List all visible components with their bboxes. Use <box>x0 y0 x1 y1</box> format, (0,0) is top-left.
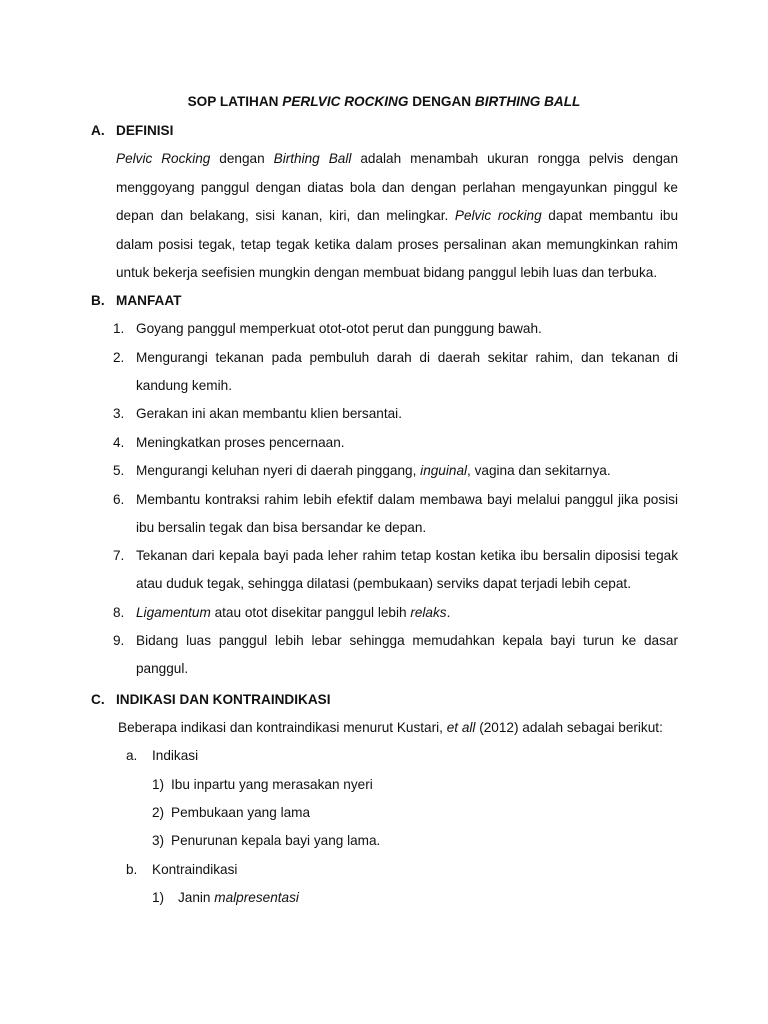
list-item <box>113 542 678 599</box>
item-text: Ibu inpartu yang merasakan nyeri <box>171 777 373 792</box>
section-title: MANFAAT <box>116 293 182 308</box>
indikasi-item <box>152 777 373 792</box>
italic-term: relaks <box>410 605 447 620</box>
list-item <box>113 627 678 684</box>
list-number: 8. <box>113 605 125 620</box>
list-text: Goyang panggul memperkuat otot-otot perut dan punggung bawah. <box>136 321 542 336</box>
section-letter: B. <box>91 293 105 308</box>
text-run: atau otot disekitar panggul lebih <box>210 605 411 620</box>
list-number: 2. <box>113 350 125 365</box>
section-c-intro <box>118 720 678 735</box>
section-a-heading <box>91 123 173 138</box>
indikasi-item <box>152 805 310 820</box>
list-item <box>113 344 678 401</box>
sub-list-marker: a. <box>126 748 138 763</box>
item-marker: 2) <box>152 805 165 820</box>
list-number: 7. <box>113 548 125 563</box>
list-item <box>113 315 678 343</box>
list-text <box>136 457 678 485</box>
sub-list-item-kontraindikasi <box>126 862 237 877</box>
item-text: Penurunan kepala bayi yang lama. <box>171 833 381 848</box>
sub-list-label: Kontraindikasi <box>152 862 238 877</box>
title-italic-part: BIRTHING BALL <box>474 94 581 109</box>
italic-term: inguinal <box>420 463 468 478</box>
section-letter: A. <box>91 123 105 138</box>
list-item <box>113 429 678 457</box>
list-text: Tekanan dari kepala bayi pada leher rahim tetap kostan ketika ibu bersalin diposisi tegak atau duduk tegak, sehingga dilatasi (pembukaan) serviks dapat terjadi lebih cepat. <box>136 548 678 592</box>
list-text: Gerakan ini akan membantu klien bersantai. <box>136 406 402 421</box>
definition-paragraph <box>116 145 678 288</box>
section-b-heading <box>91 293 181 308</box>
list-text: Membantu kontraksi rahim lebih efektif dalam membawa bayi melalui panggul jika posisi ibu bersalin tegak dan bisa bersandar ke depan. <box>136 492 678 536</box>
item-marker: 3) <box>152 833 165 848</box>
list-number: 1. <box>113 321 125 336</box>
italic-term: malpresentasi <box>214 890 299 905</box>
italic-term: Pelvic Rocking <box>116 151 211 166</box>
list-number: 9. <box>113 633 125 648</box>
list-item <box>113 486 678 543</box>
list-item <box>113 457 678 485</box>
indikasi-item <box>152 833 380 848</box>
text-run: adalah menambah ukuran rongga pelvis dengan menggoyang panggul dengan diatas bola dan dengan perlahan mengayunkan pinggul ke depan dan belakang, sisi kanan, kiri, dan melingkar. <box>116 151 678 224</box>
text-run: Beberapa indikasi dan kontraindikasi menurut Kustari, <box>118 720 447 735</box>
kontraindikasi-item <box>152 890 299 905</box>
item-text: Janin <box>178 890 215 905</box>
item-marker: 1) <box>152 777 165 792</box>
list-text: Meningkatkan proses pencernaan. <box>136 435 345 450</box>
text-run: , vagina dan sekitarnya. <box>467 463 611 478</box>
list-item <box>113 599 678 627</box>
section-title: DEFINISI <box>116 123 174 138</box>
section-title: INDIKASI DAN KONTRAINDIKASI <box>116 692 331 707</box>
section-c-heading <box>91 692 330 707</box>
list-number: 3. <box>113 406 125 421</box>
text-run: (2012) adalah sebagai berikut: <box>475 720 663 735</box>
list-item <box>113 400 678 428</box>
title-italic-part: PERLVIC ROCKING <box>282 94 409 109</box>
document-title <box>0 94 768 109</box>
sub-list-item-indikasi <box>126 748 198 763</box>
title-part: DENGAN <box>408 94 475 109</box>
italic-term: et all <box>446 720 476 735</box>
italic-term: Birthing Ball <box>273 151 352 166</box>
list-text: Bidang luas panggul lebih lebar sehingga memudahkan kepala bayi turun ke dasar panggul. <box>136 633 678 677</box>
text-run: Mengurangi keluhan nyeri di daerah pinggang, <box>136 463 421 478</box>
text-run: dapat membantu ibu dalam posisi tegak, tetap tegak ketika dalam proses persalinan akan memungkinkan rahim untuk bekerja seefisien mungkin dengan membuat bidang panggul lebih luas dan terbuka. <box>116 208 679 281</box>
sub-list-marker: b. <box>126 862 138 877</box>
text-run: . <box>446 605 451 620</box>
italic-term: Pelvic rocking <box>454 208 542 224</box>
italic-term: Ligamentum <box>136 605 211 620</box>
sub-list-label: Indikasi <box>152 748 199 763</box>
title-part: SOP LATIHAN <box>187 94 283 109</box>
list-text: Mengurangi tekanan pada pembuluh darah di daerah sekitar rahim, dan tekanan di kandung kemih. <box>136 350 678 394</box>
list-number: 6. <box>113 492 125 507</box>
section-letter: C. <box>91 692 105 707</box>
list-text <box>136 599 678 627</box>
item-text: Pembukaan yang lama <box>171 805 311 820</box>
item-marker: 1) <box>152 890 165 905</box>
list-number: 5. <box>113 463 125 478</box>
list-number: 4. <box>113 435 125 450</box>
text-run: dengan <box>210 151 274 166</box>
